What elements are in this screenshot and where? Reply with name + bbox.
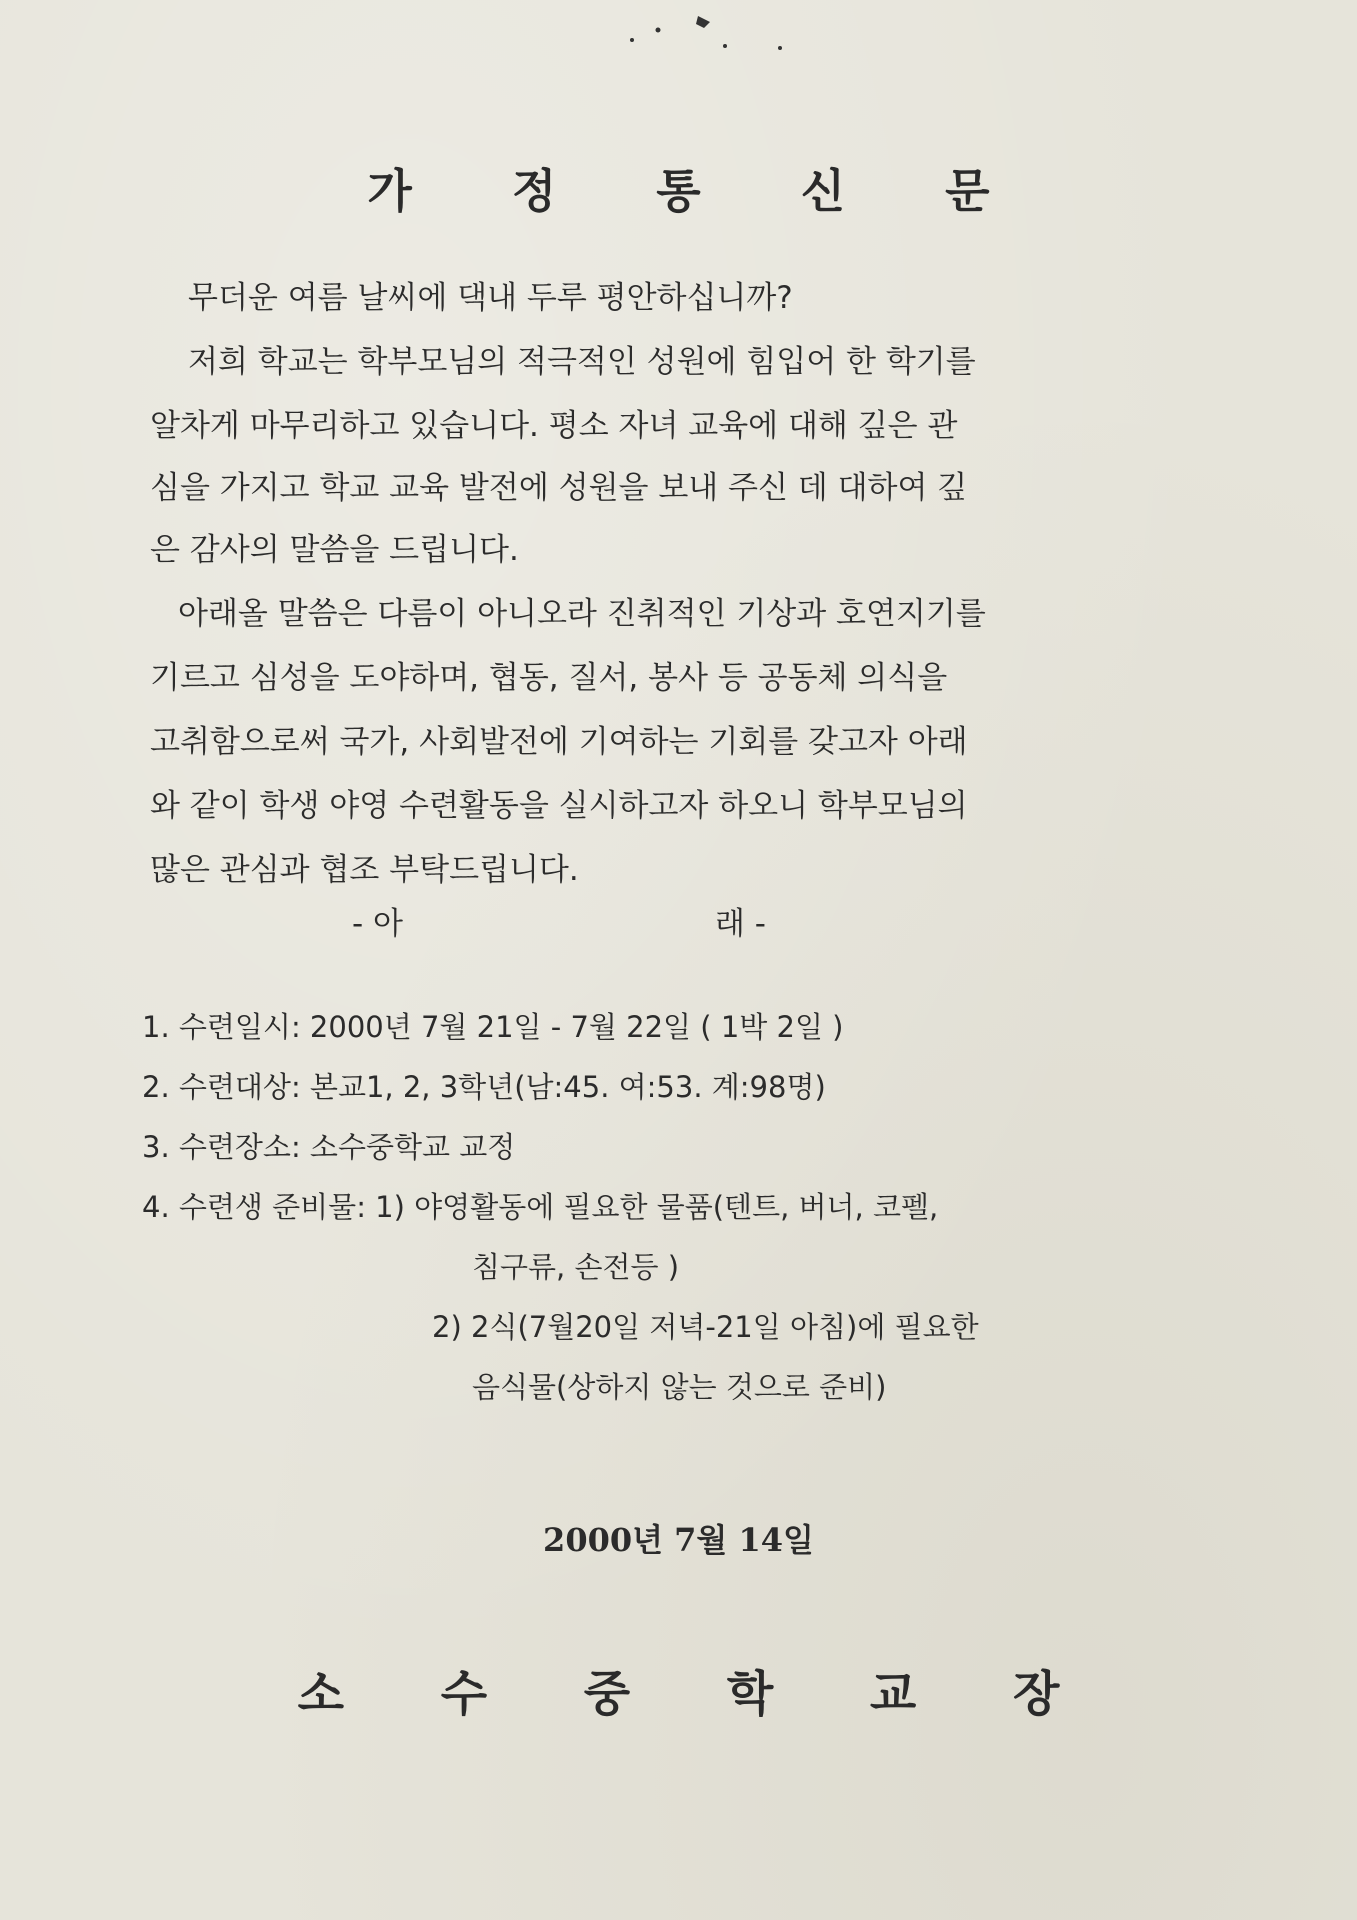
list-item: 2. 수련대상: 본교1, 2, 3학년(남:45. 여:53. 계:98명) [142, 1070, 826, 1104]
paragraph-line: 은 감사의 말씀을 드립니다. [150, 532, 519, 568]
paragraph-line: 심을 가지고 학교 교육 발전에 성원을 보내 주신 데 대하여 깊 [150, 470, 968, 506]
list-item: 3. 수련장소: 소수중학교 교정 [142, 1130, 516, 1164]
paragraph-line: 많은 관심과 협조 부탁드립니다. [150, 852, 579, 888]
document-date: 2000년 7월 14일 [543, 1521, 814, 1559]
document-title: 가 정 통 신 문 [367, 164, 1032, 218]
list-item: 1. 수련일시: 2000년 7월 21일 - 7월 22일 ( 1박 2일 ) [142, 1010, 844, 1044]
paragraph-line: 알차게 마무리하고 있습니다. 평소 자녀 교육에 대해 깊은 관 [150, 408, 958, 444]
paragraph-line: 기르고 심성을 도야하며, 협동, 질서, 봉사 등 공동체 의식을 [150, 660, 948, 696]
notice-heading-left: - 아 [352, 906, 403, 942]
paragraph-line: 무더운 여름 날씨에 댁내 두루 평안하십니까? [188, 280, 793, 316]
paragraph-line: 와 같이 학생 야영 수련활동을 실시하고자 하오니 학부모님의 [150, 788, 968, 824]
list-item: 2) 2식(7월20일 저녁-21일 아침)에 필요한 [432, 1310, 979, 1344]
paragraph-line: 아래올 말씀은 다름이 아니오라 진취적인 기상과 호연지기를 [178, 596, 986, 632]
list-item: 4. 수련생 준비물: 1) 야영활동에 필요한 물품(텐트, 버너, 코펠, [142, 1190, 939, 1224]
paragraph-line: 저희 학교는 학부모님의 적극적인 성원에 힘입어 한 학기를 [188, 344, 976, 380]
ink-specks-decoration [620, 4, 840, 64]
paragraph-line: 고취함으로써 국가, 사회발전에 기여하는 기회를 갖고자 아래 [150, 724, 968, 760]
list-item: 음식물(상하지 않는 것으로 준비) [472, 1370, 887, 1404]
signer-name: 소 수 중 학 교 장 [297, 1666, 1100, 1722]
list-item: 침구류, 손전등 ) [472, 1250, 680, 1284]
notice-heading-right: 래 - [715, 906, 766, 942]
